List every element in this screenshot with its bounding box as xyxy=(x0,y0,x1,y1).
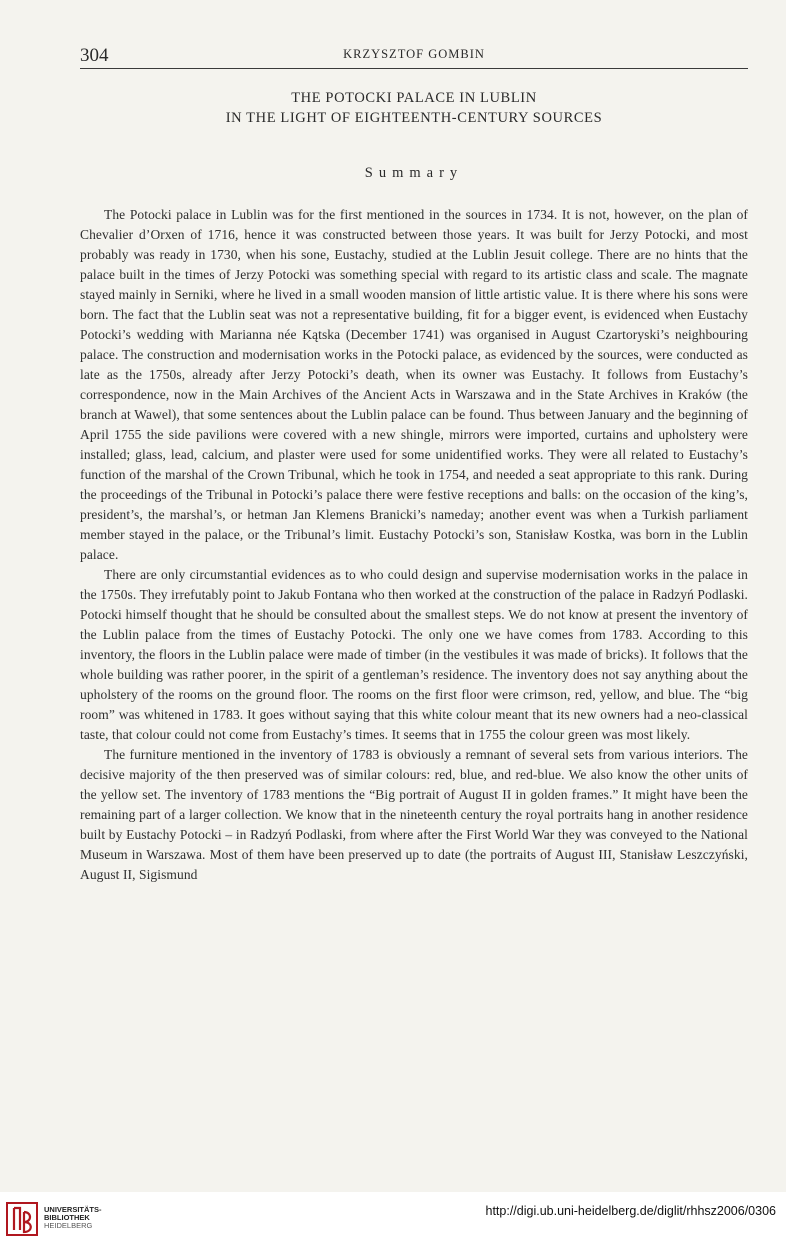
library-line-2: BIBLIOTHEK xyxy=(44,1213,90,1222)
library-name xyxy=(44,1206,102,1230)
article-title-line-1: THE POTOCKI PALACE IN LUBLIN xyxy=(291,90,537,106)
library-line-1: UNIVERSITÄTS- xyxy=(44,1205,102,1214)
permalink-url[interactable]: http://digi.ub.uni-heidelberg.de/diglit/rhhsz2006/0306 xyxy=(485,1204,776,1218)
paragraph-3: The furniture mentioned in the inventory of 1783 is obviously a remnant of several sets from various interiors. The decisive majority of the then preserved was of similar colours: red, blue, and red-blue. We also know the other units of the yellow set. The inventory of 1783 mentions the “Big portrait of August II in golden frames.” It might have been the remaining part of a larger collection. We know that in the nineteenth century the royal portraits hang in another residence built by Eustachy Potocki – in Radzyń Podlaski, from where after the First World War they was conveyed to the National Museum in Warszawa. Most of them have been preserved up to date (the portraits of August III, Stanisław Leszczyński, August II, Sigismund xyxy=(80,747,748,882)
page-header xyxy=(80,44,748,69)
summary-heading: Summary xyxy=(364,165,464,181)
viewer-footer xyxy=(0,1192,786,1248)
library-line-3: HEIDELBERG xyxy=(44,1221,93,1230)
running-head: KRZYSZTOF GOMBIN xyxy=(343,47,485,61)
heidelberg-university-library-logo[interactable] xyxy=(6,1202,38,1236)
article-title-line-2: IN THE LIGHT OF EIGHTEENTH-CENTURY SOURCES xyxy=(225,110,603,126)
paragraph-1: The Potocki palace in Lublin was for the first mentioned in the sources in 1734. It is not, however, on the plan of Chevalier d’Orxen of 1716, hence it was constructed between those years. It was built for Jerzy Potocki, and most probably was ready in 1730, when his sone, Eustachy, studied at the Lublin Jesuit college. There are no hints that the palace built in the times of Jerzy Potocki was something special with regard to its artistic class and scale. The magnate stayed mainly in Serniki, where he lived in a small wooden mansion of little artistic value. It is there where his sons were born. The fact that the Lublin seat was not a representative building, fit for a bigger event, is evidenced when Eustachy Potocki’s wedding with Marianna née Kątska (December 1741) was organised in August Czartoryski’s neighbouring palace. The construction and modernisation works in the Potocki palace, as evidenced by the sources, were conducted as late as the 1750s, already after Jerzy Potocki’s death, when its owner was Eustachy. It follows from Eustachy’s correspondence, now in the Main Archives of the Ancient Acts in Warszawa and in the State Archives in Kraków (the branch at Wawel), that some sentences about the Lublin palace can be found. Thus between January and the beginning of April 1755 the side pavilions were covered with a new shingle, mirrors were imported, curtains and upholstery were installed; glass, lead, calcium, and plaster were used for some unidentified works. They were all related to Eustachy’s function of the marshal of the Crown Tribunal, which he took in 1754, and needed a seat appropriate to this rank. During the proceedings of the Tribunal in Potocki’s palace there were festive receptions and balls: on the occasion of the king’s, president’s, the marshal’s, or hetman Jan Klemens Branicki’s nameday; another event was when a Turkish parliament member stayed in the palace, or the Tribunal’s limit. Eustachy Potocki’s son, Stanisław Kostka, was born in the Lublin palace. xyxy=(80,207,748,562)
paragraph-2: There are only circumstantial evidences as to who could design and supervise modernisation works in the palace in the 1750s. They irrefutably point to Jakub Fontana who then worked at the construction of the palace in Radzyń Podlaski. Potocki himself thought that he should be consulted about the smallest steps. We do not know at present the inventory of the Lublin palace from the times of Eustachy Potocki. The only one we have comes from 1783. According to this inventory, the floors in the Lublin palace were made of timber (in the vestibules it was made of bricks). It follows that the whole building was rather poorer, in the spirit of a gentleman’s residence. The inventory does not say anything about the upholstery of the rooms on the ground floor. The rooms on the first floor were crimson, red, yellow, and blue. The “big room” was whitened in 1783. It goes without saying that this white colour meant that its new owners had a neo-classical taste, that colour could not come from Eustachy’s times. It seems that in 1755 the colour green was most likely. xyxy=(80,567,748,742)
page-number: 304 xyxy=(80,45,109,66)
summary-body xyxy=(80,205,748,885)
